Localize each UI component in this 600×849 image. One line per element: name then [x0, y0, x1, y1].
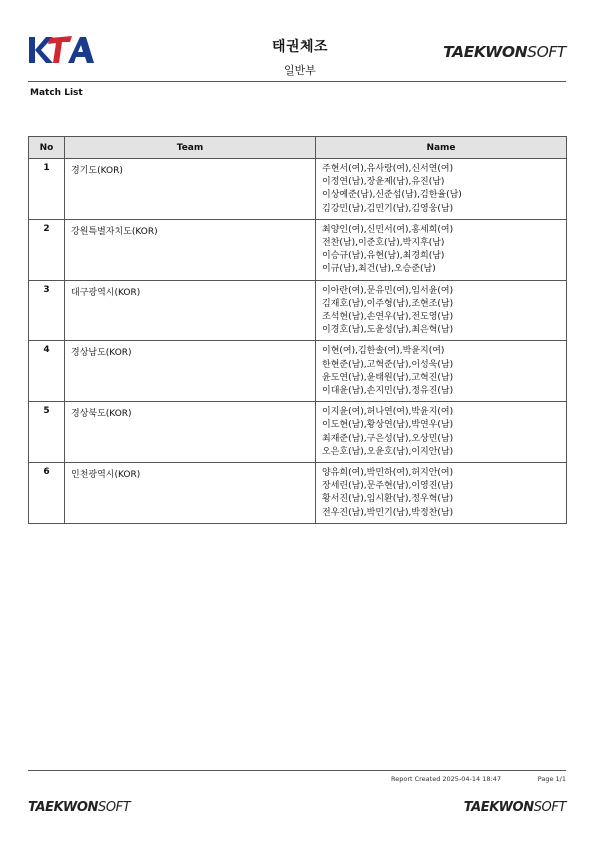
member-names-line: 이아란(여),문유민(여),임서윤(여)	[322, 285, 454, 296]
member-names-line: 조석현(남),손연우(남),전도영(남)	[322, 312, 454, 323]
member-names-line: 이정연(남),장윤제(남),유진(남)	[322, 177, 445, 188]
footer-divider	[28, 770, 566, 771]
table-row	[29, 463, 567, 524]
cell-names	[316, 159, 567, 220]
member-names-line: 장세린(남),문주현(남),이영진(남)	[322, 481, 454, 492]
brand-bold: TAEKWON	[463, 800, 534, 815]
taekwonsoft-logo	[443, 43, 566, 61]
cell-names	[316, 463, 567, 524]
member-names-line: 이상예준(남),신준섭(남),김한율(남)	[322, 190, 462, 201]
member-names-line: 전우진(남),박민기(남),박정찬(남)	[322, 507, 454, 518]
match-list-table	[28, 136, 567, 524]
member-names-line: 김재호(남),이주형(남),조현조(남)	[322, 298, 454, 309]
brand-light: SOFT	[533, 800, 566, 815]
brand-bold: TAEKWON	[443, 43, 528, 61]
member-names-line: 양유희(여),박민하(여),허지안(여)	[322, 468, 454, 479]
page-number: Page 1/1	[537, 775, 566, 783]
cell-no: 2	[29, 219, 65, 280]
column-header-no: No	[29, 137, 65, 159]
member-names-line: 이지윤(여),허나연(여),박윤지(여)	[322, 407, 454, 418]
member-names-line: 전찬(남),이준호(남),박지후(남)	[322, 238, 445, 249]
member-names-line: 이현(여),김한솔(여),박윤지(여)	[322, 346, 445, 357]
column-header-team: Team	[65, 137, 316, 159]
footer-brand-left	[28, 800, 130, 815]
cell-no: 4	[29, 341, 65, 402]
report-created: Report Created 2025-04-14 18:47	[391, 775, 501, 783]
member-names-line: 이경호(남),도윤성(남),최은혁(남)	[322, 325, 454, 336]
member-names-line: 이승규(남),유현(남),최경희(남)	[322, 251, 445, 262]
section-label: Match List	[30, 88, 83, 98]
table-row	[29, 341, 567, 402]
brand-bold: TAEKWON	[28, 800, 98, 815]
member-names-line: 황서진(남),임시환(남),정우혁(남)	[322, 494, 454, 505]
cell-team: 경상북도(KOR)	[65, 402, 316, 463]
cell-names	[316, 280, 567, 341]
cell-no: 5	[29, 402, 65, 463]
cell-names	[316, 341, 567, 402]
brand-light: SOFT	[527, 43, 566, 61]
table-row	[29, 219, 567, 280]
column-header-name: Name	[316, 137, 567, 159]
page-title: 태권체조	[271, 39, 329, 55]
member-names-line: 김강민(남),김민기(남),김영웅(남)	[322, 203, 454, 214]
member-names-line: 한현준(남),고혁준(남),이성욱(남)	[322, 359, 454, 370]
header-divider	[28, 81, 566, 82]
member-names-line: 주현서(여),유사랑(여),신서연(여)	[322, 164, 454, 174]
page-subtitle: 일반부	[284, 64, 316, 77]
member-names-line: 오은호(남),오윤호(남),이지안(남)	[322, 446, 454, 457]
footer-brand-right	[464, 800, 566, 815]
table-header-row	[29, 137, 567, 159]
cell-team: 경상남도(KOR)	[65, 341, 316, 402]
member-names-line: 최양인(여),신민서(여),홍세희(여)	[322, 224, 454, 235]
cell-team: 대구광역시(KOR)	[65, 280, 316, 341]
member-names-line: 이도현(남),황상연(남),박연우(남)	[322, 420, 454, 431]
table-row	[29, 159, 567, 220]
table-row	[29, 280, 567, 341]
cell-names	[316, 402, 567, 463]
member-names-line: 최재준(남),구은성(남),오상민(남)	[322, 433, 454, 444]
member-names-line: 윤도연(남),윤태원(남),고혁진(남)	[322, 372, 454, 383]
member-names-line: 이규(남),최건(남),오승준(남)	[322, 264, 436, 275]
cell-no: 6	[29, 463, 65, 524]
cell-team: 인천광역시(KOR)	[65, 463, 316, 524]
member-names-line: 이대윤(남),손지민(남),정유진(남)	[322, 386, 454, 397]
cell-no: 1	[29, 159, 65, 220]
cell-team: 경기도(KOR)	[65, 159, 316, 220]
table-body	[29, 159, 567, 524]
cell-names	[316, 219, 567, 280]
cell-no: 3	[29, 280, 65, 341]
cell-team: 강원특별자치도(KOR)	[65, 219, 316, 280]
table-row	[29, 402, 567, 463]
brand-light: SOFT	[98, 800, 131, 815]
